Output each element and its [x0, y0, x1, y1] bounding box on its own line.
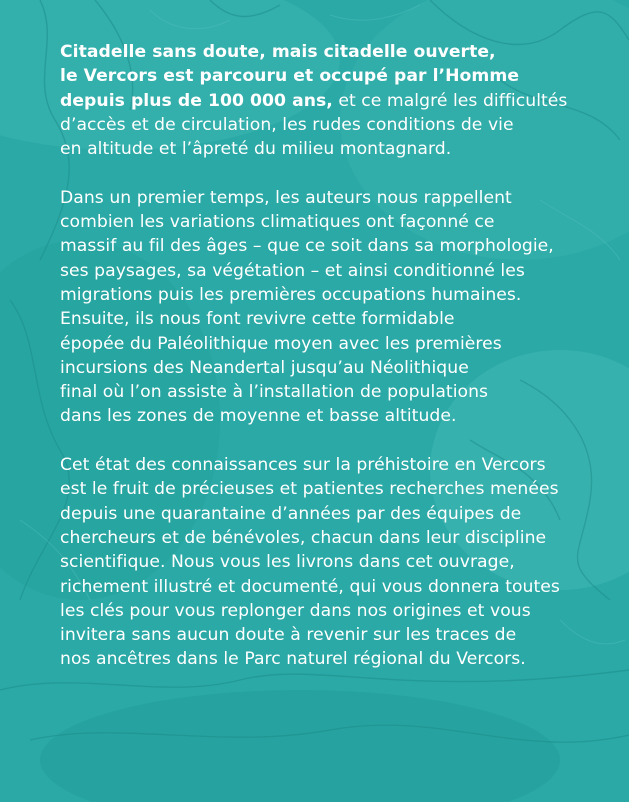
history-line: ses paysages, sa végétation – et ainsi conditionné les — [60, 260, 525, 281]
history-line: migrations puis les premières occupations humaines. — [60, 284, 522, 305]
paragraph-spacer — [60, 429, 620, 453]
paragraph-history — [60, 186, 620, 429]
history-line: combien les variations climatiques ont façonné ce — [60, 212, 495, 233]
intro-line-3 — [60, 89, 620, 113]
research-line: richement illustré et documenté, qui vous donnera toutes — [60, 576, 560, 597]
history-line: Ensuite, ils nous font revivre cette formidable — [60, 309, 455, 330]
intro-line-5: en altitude et l’âpreté du milieu montagnard. — [60, 139, 452, 160]
history-line: massif au fil des âges – que ce soit dans sa morphologie, — [60, 236, 554, 257]
intro-line-2: le Vercors est parcouru et occupé par l’Homme — [60, 66, 520, 87]
research-line: depuis une quarantaine d’années par des équipes de — [60, 503, 522, 524]
history-line: dans les zones de moyenne et basse altitude. — [60, 406, 457, 427]
intro-line-4: d’accès et de circulation, les rudes conditions de vie — [60, 114, 514, 135]
research-line: Cet état des connaissances sur la préhistoire en Vercors — [60, 455, 546, 476]
history-line: incursions des Neandertal jusqu’au Néolithique — [60, 357, 469, 378]
research-line: les clés pour vous replonger dans nos origines et vous — [60, 600, 531, 621]
research-line: scientifique. Nous vous les livrons dans cet ouvrage, — [60, 552, 515, 573]
paragraph-spacer — [60, 161, 620, 185]
body-text — [60, 40, 620, 672]
research-line: est le fruit de précieuses et patientes recherches menées — [60, 479, 559, 500]
paragraph-research — [60, 453, 620, 672]
intro-line-3-rest: et ce malgré les difficultés — [332, 90, 568, 111]
intro-line-1: Citadelle sans doute, mais citadelle ouverte, — [60, 42, 496, 62]
history-line: Dans un premier temps, les auteurs nous rappellent — [60, 187, 512, 208]
research-line: chercheurs et de bénévoles, chacun dans leur discipline — [60, 527, 547, 548]
intro-line-3-bold: depuis plus de 100 000 ans, — [60, 90, 333, 111]
paragraph-intro — [60, 40, 620, 161]
research-line: nos ancêtres dans le Parc naturel régional du Vercors. — [60, 649, 526, 670]
history-line: épopée du Paléolithique moyen avec les premières — [60, 333, 502, 354]
research-line: invitera sans aucun doute à revenir sur les traces de — [60, 625, 517, 646]
history-line: final où l’on assiste à l’installation de populations — [60, 382, 489, 403]
